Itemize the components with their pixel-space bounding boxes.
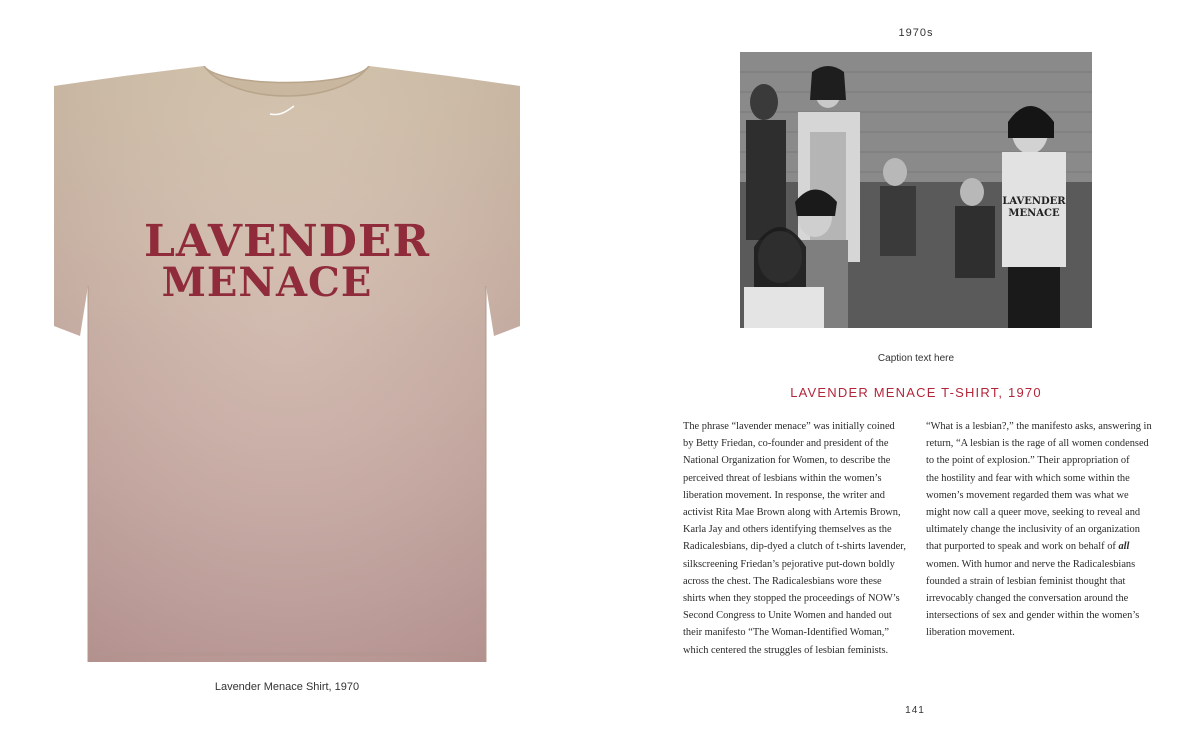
running-head: 1970s (898, 27, 934, 39)
shirt-print-line1: LAVENDER (143, 216, 431, 267)
section-heading: LAVENDER MENACE T-SHIRT, 1970 (790, 385, 1042, 400)
body-text-line-text: founded a strain of lesbian feminist thought that (926, 575, 1126, 587)
body-text-line (926, 435, 1150, 452)
body-text-line-text: “What is a lesbian?,” the manifesto asks, answering in (926, 421, 1152, 432)
body-text-line (926, 487, 1150, 504)
body-text-line: Karla Jay and others identifying themselves as the (683, 524, 892, 536)
body-text-line: which centered the struggles of lesbian feminists. (683, 644, 889, 656)
emphasized-word: all (1118, 541, 1130, 553)
body-text-line: National Organization for Women, to describe the (683, 455, 891, 467)
photo-caption: Caption text here (877, 353, 955, 364)
body-text-line (926, 452, 1150, 469)
body-text-line-text: women’s movement regarded them was what we (926, 489, 1129, 501)
body-text-line: Radicalesbians, dip-dyed a clutch of t-shirts lavender, (683, 541, 906, 553)
body-text-line (926, 573, 1150, 590)
body-text-line-text: might now call a queer move, seeking to reveal and (926, 507, 1141, 519)
lavender-menace-shirt-photo (54, 66, 520, 662)
body-text-line-text: to the point of explosion.” Their appropriation of (926, 455, 1130, 467)
shirt-print-line2: MENACE (161, 259, 373, 306)
body-text-line: The phrase “lavender menace” was initially coined (683, 421, 895, 432)
body-text-column-right (926, 418, 1150, 642)
body-text-line-text: return, “A lesbian is the rage of all women condensed (926, 438, 1149, 450)
body-text-line: shirts when they stopped the proceedings of NOW’s (683, 593, 900, 605)
body-text-line (926, 607, 1150, 624)
body-text-line (926, 470, 1150, 487)
black-and-white-photo (740, 52, 1092, 328)
body-text-line (926, 590, 1150, 607)
body-text-line (926, 556, 1150, 573)
archival-protest-photo (740, 52, 1092, 328)
body-text-line-text: intersections of sex and gender within the women’s (926, 610, 1140, 622)
body-text-line-text: that purported to speak and work on behalf of (926, 541, 1119, 553)
body-text-line: liberation movement. In response, the writer and (683, 489, 885, 501)
body-text-line-text: the hostility and fear with which some within the (926, 472, 1130, 484)
photo-shirt-print-line2: MENACE (1008, 208, 1060, 219)
body-text-line (926, 521, 1150, 538)
body-text-line: their manifesto “The Woman-Identified Woman,” (683, 627, 889, 639)
shirt-caption: Lavender Menace Shirt, 1970 (214, 681, 360, 693)
shirt-illustration (54, 66, 520, 662)
body-text-line (926, 624, 1150, 641)
photo-shirt-print-line1: LAVENDER (1002, 196, 1066, 207)
body-text-line: across the chest. The Radicalesbians wore these (683, 575, 882, 587)
page-number: 141 (905, 705, 925, 716)
body-text-line-text: women. With humor and nerve the Radicalesbians (926, 558, 1136, 570)
body-text-line (926, 418, 1150, 435)
body-text-line (926, 504, 1150, 521)
body-text-line: Second Congress to Unite Women and handed out (683, 610, 892, 622)
body-text-line (926, 538, 1150, 555)
body-text-line: activist Rita Mae Brown along with Artemis Brown, (683, 507, 901, 519)
body-text-line-text: ultimately change the inclusivity of an organization (926, 524, 1140, 536)
body-text-line-text: liberation movement. (926, 627, 1015, 639)
body-text-line: perceived threat of lesbians within the women’s (683, 472, 882, 484)
body-text-line: by Betty Friedan, co-founder and president of the (683, 438, 889, 450)
body-text-line-text: irrevocably changed the conversation around the (926, 593, 1129, 605)
body-text-column-left (683, 418, 909, 659)
body-text-line: silkscreening Friedan’s pejorative put-down boldly (683, 558, 895, 570)
